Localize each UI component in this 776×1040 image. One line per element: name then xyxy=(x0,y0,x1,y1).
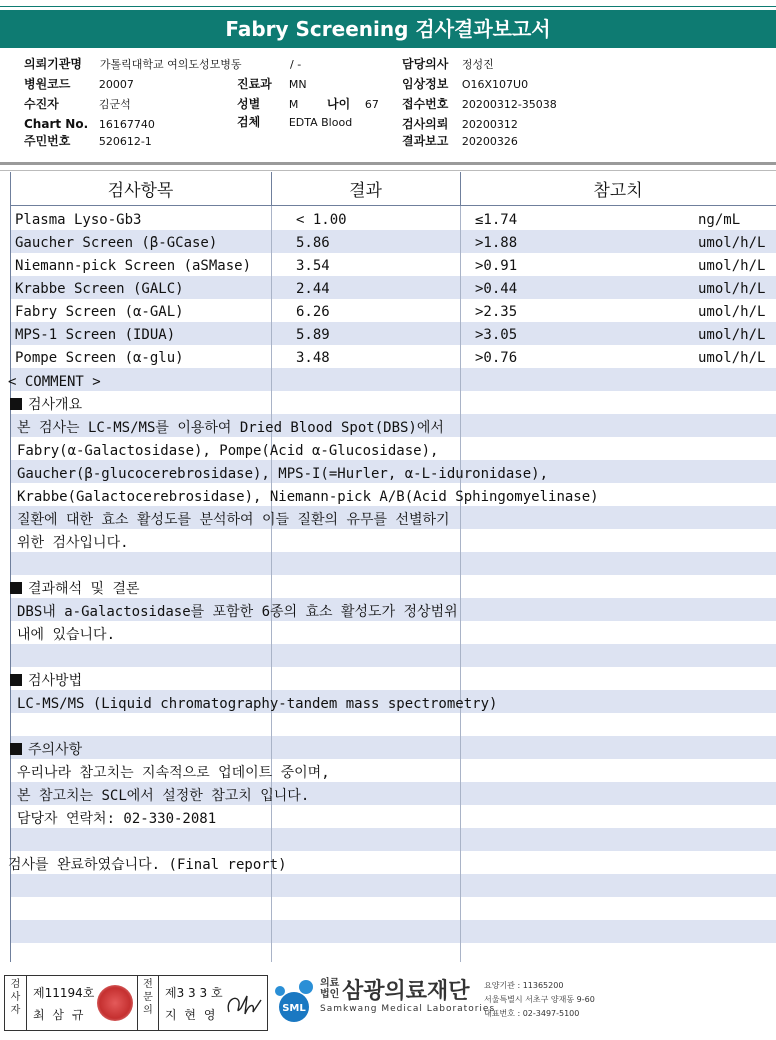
divider xyxy=(0,170,776,171)
reference-range: >0.44 xyxy=(475,281,518,297)
column-rule xyxy=(271,172,272,962)
comment-line: 내에 있습니다. xyxy=(17,627,116,643)
unit: umol/h/L xyxy=(698,235,766,251)
test-result: 3.48 xyxy=(296,350,330,366)
sml-logo-icon xyxy=(272,977,316,1027)
unit: umol/h/L xyxy=(698,327,766,343)
signature-box xyxy=(4,975,268,1031)
report-title: Fabry Screening 검사결과보고서 xyxy=(0,10,776,48)
bullet-square-icon xyxy=(10,674,22,686)
test-result: < 1.00 xyxy=(296,212,347,228)
chart-number: Chart No. 16167740 xyxy=(24,117,155,131)
row-stripe xyxy=(10,920,776,943)
ward: / - xyxy=(290,58,302,71)
test-result: 3.54 xyxy=(296,258,330,274)
examiner-tag: 검 사 자 xyxy=(5,976,27,1030)
doctor: 담당의사 정성진 xyxy=(402,57,494,71)
org-address: 서울특별시 서초구 양재동 9-60 xyxy=(484,995,595,1004)
header-underline xyxy=(10,205,776,206)
footer xyxy=(0,968,776,1040)
institution: 의뢰기관명 가톨릭대학교 여의도성모병동 xyxy=(24,57,242,71)
specialist-number: 제3 3 3 호 xyxy=(165,986,223,1000)
org-english-name: Samkwang Medical Laboratories xyxy=(320,1004,496,1014)
final-report-note: 검사를 완료하였습니다. (Final report) xyxy=(8,857,287,873)
comment-line: Gaucher(β-glucocerebrosidase), MPS-I(=Hurler, α-L-iduronidase), xyxy=(17,466,549,482)
resident-number: 주민번호 520612-1 xyxy=(24,134,152,148)
test-result: 2.44 xyxy=(296,281,330,297)
age: 나이 67 xyxy=(327,97,379,111)
specialist-tag: 전 문 의 xyxy=(137,976,159,1030)
section-title xyxy=(10,394,82,417)
comment-line: 우리나라 참고치는 지속적으로 업데이트 중이며, xyxy=(17,765,330,781)
reference-range: ≤1.74 xyxy=(475,212,518,228)
unit: umol/h/L xyxy=(698,258,766,274)
examiner-number: 제11194호 xyxy=(33,986,95,1000)
comment-header: < COMMENT > xyxy=(8,374,101,390)
section-title-text: 검사개요 xyxy=(28,397,83,413)
top-rule xyxy=(0,6,776,7)
test-name: Gaucher Screen (β-GCase) xyxy=(15,235,218,251)
signature-icon xyxy=(225,990,265,1020)
test-name: Plasma Lyso-Gb3 xyxy=(15,212,142,228)
receipt-number: 접수번호 20200312-35038 xyxy=(402,97,557,111)
org-name: 삼광의료재단 xyxy=(342,979,470,1004)
row-stripe xyxy=(10,736,776,759)
test-result: 6.26 xyxy=(296,304,330,320)
report-date: 결과보고 20200326 xyxy=(402,134,518,148)
column-rule xyxy=(460,172,461,962)
section-title xyxy=(10,578,140,601)
section-title-text: 결과해석 및 결론 xyxy=(28,581,140,597)
org-code: 요양기관 : 11365200 xyxy=(484,981,564,990)
reference-range: >0.91 xyxy=(475,258,518,274)
row-stripe xyxy=(10,828,776,851)
section-title-text: 주의사항 xyxy=(28,742,83,758)
test-result: 5.89 xyxy=(296,327,330,343)
bullet-square-icon xyxy=(10,582,22,594)
unit: ng/mL xyxy=(698,212,741,228)
header-result: 결과 xyxy=(349,181,382,201)
row-stripe xyxy=(10,368,776,391)
specialist-name: 지 현 영 xyxy=(165,1008,218,1022)
sex: 성별 M xyxy=(237,97,299,111)
reference-range: >0.76 xyxy=(475,350,518,366)
svg-text:SML: SML xyxy=(282,1003,306,1014)
test-name: Fabry Screen (α-GAL) xyxy=(15,304,184,320)
comment-line: DBS내 a-Galactosidase를 포함한 6종의 효소 활성도가 정상범위 xyxy=(17,604,458,620)
comment-line: LC-MS/MS (Liquid chromatography-tandem mass spectrometry) xyxy=(17,696,498,712)
department: 진료과 MN xyxy=(237,77,307,91)
test-name: Niemann-pick Screen (aSMase) xyxy=(15,258,252,274)
test-result: 5.86 xyxy=(296,235,330,251)
unit: umol/h/L xyxy=(698,281,766,297)
bullet-square-icon xyxy=(10,743,22,755)
hospital-code: 병원코드 20007 xyxy=(24,77,134,91)
row-stripe xyxy=(10,874,776,897)
header-reference: 참고치 xyxy=(593,181,643,201)
request-date: 검사의뢰 20200312 xyxy=(402,117,518,131)
comment-line: 질환에 대한 효소 활성도를 분석하여 이들 질환의 유무를 선별하기 xyxy=(17,512,450,528)
test-name: Krabbe Screen (GALC) xyxy=(15,281,184,297)
comment-line: 본 검사는 LC-MS/MS를 이용하여 Dried Blood Spot(DBS)에서 xyxy=(17,420,444,436)
test-name: Pompe Screen (α-glu) xyxy=(15,350,184,366)
comment-line: 위한 검사입니다. xyxy=(17,535,129,551)
comment-line: 본 참고치는 SCL에서 설정한 참고치 입니다. xyxy=(17,788,310,804)
section-title-text: 검사방법 xyxy=(28,673,83,689)
section-title xyxy=(10,739,82,762)
bullet-square-icon xyxy=(10,398,22,410)
test-name: MPS-1 Screen (IDUA) xyxy=(15,327,176,343)
specimen: 검체 EDTA Blood xyxy=(237,115,353,129)
row-stripe xyxy=(10,644,776,667)
comment-line: Fabry(α-Galactosidase), Pompe(Acid α-Glucosidase), xyxy=(17,443,439,459)
org-phone: 대표번호 : 02-3497-5100 xyxy=(484,1009,580,1018)
reference-range: >1.88 xyxy=(475,235,518,251)
header-test: 검사항목 xyxy=(107,181,174,201)
reference-range: >2.35 xyxy=(475,304,518,320)
unit: umol/h/L xyxy=(698,350,766,366)
clinical-info: 임상정보 O16X107U0 xyxy=(402,77,529,91)
comment-line: Krabbe(Galactocerebrosidase), Niemann-pick A/B(Acid Sphingomyelinase) xyxy=(17,489,599,505)
column-rule xyxy=(10,172,11,962)
official-seal-icon xyxy=(97,985,133,1021)
section-title xyxy=(10,670,82,693)
row-stripe xyxy=(10,552,776,575)
reference-range: >3.05 xyxy=(475,327,518,343)
examiner-name: 최 삼 규 xyxy=(33,1008,86,1022)
divider xyxy=(0,162,776,165)
org-prefix: 의료법인 xyxy=(320,978,340,1000)
unit: umol/h/L xyxy=(698,304,766,320)
comment-line: 담당자 연락처: 02-330-2081 xyxy=(17,811,217,827)
examinee: 수진자 김군석 xyxy=(24,97,131,111)
